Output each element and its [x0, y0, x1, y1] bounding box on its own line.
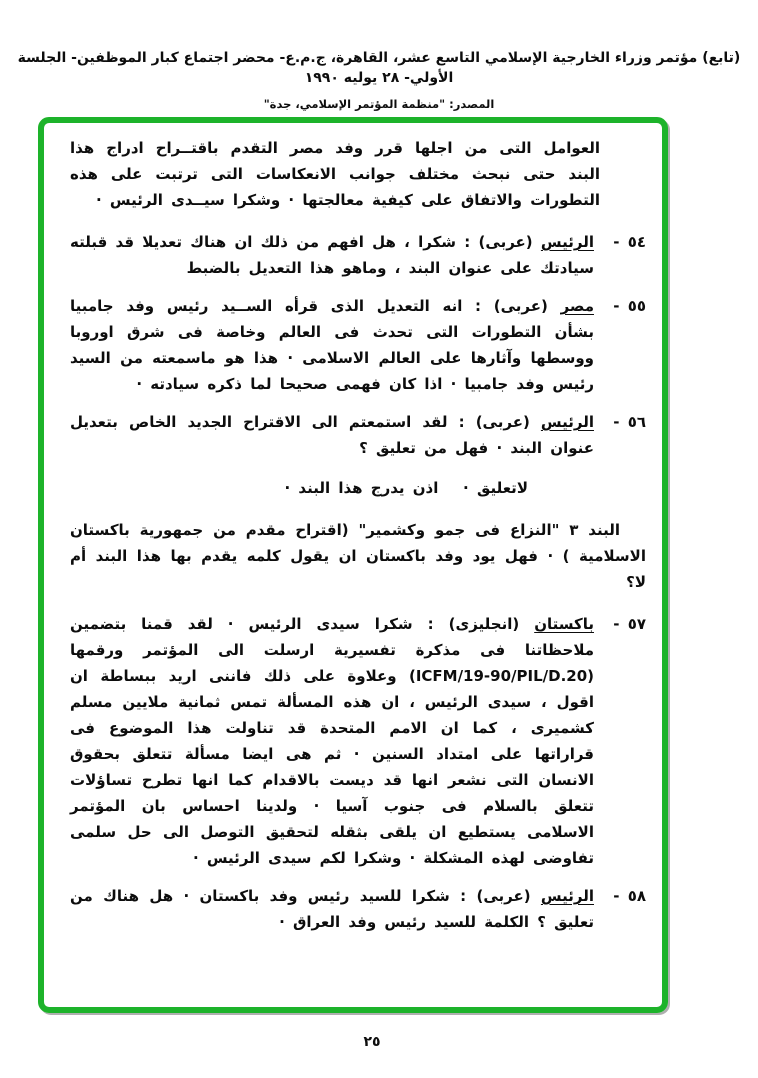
speech-text: (عربى) : انه التعديل الذى قرأه الســيد رئيس وفد جامبيا بشأن التطورات التى تحدث فى العالم وخاصة فى شرق اوروبا ووسطها وآثارها على العالم الاسلامى · هذا هو ماسمعته من السيد رئيس وفد جامبيا · اذا كان فهمى صحيحا لما ذكره سيادته ·	[70, 297, 594, 393]
no-comment-line: لاتعليق · اذن يدرج هذا البند ·	[284, 479, 528, 497]
speaker-name: الرئيس	[540, 887, 594, 905]
paragraph-body	[70, 229, 594, 281]
speech-text: (انجليزى) : شكرا سيدى الرئيس · لقد قمنا بتضمين ملاحظاتنا فى مذكرة تفسيرية ارسلت الى المؤتمر ورقمها (ICFM/19-90/PIL/D.20) وعلاوة على ذلك فاننى اريد ببساطة ان اقول ، سيدى الرئيس ، ان هذه المسألة تمس ثمانية ملايين مسلم كشميرى ، كما ان الامم المتحدة قد تناولت هذا الموضوع فى قراراتها على امتداد السنين · ثم هى ايضا مسألة تتعلق بحقوق الانسان التى نشعر انها قد ديست بالاقدام كما انها تطرح تساؤلات تتعلق بالسلام فى جنوب آسيا · ولدينا احساس بان المؤتمر الاسلامى يستطيع ان يلقى بثقله لتحقيق التوصل الى حل سلمى تفاوضى لهذه المشكلة · وشكرا لكم سيدى الرئيس ·	[70, 615, 594, 867]
speaker-name: باكستان	[534, 615, 594, 633]
paragraph-number: ٥٤ -	[613, 233, 646, 251]
paragraph-number: ٥٧ -	[613, 615, 646, 633]
paragraph-number: ٥٨ -	[613, 887, 646, 905]
paragraph-number: ٥٥ -	[613, 297, 646, 315]
transcript-content	[44, 123, 662, 1007]
page-number: ٢٥	[363, 1034, 381, 1050]
paragraph-body	[70, 611, 594, 871]
speech-text: (عربى) : لقد استمعتم الى الاقتراح الجديد الخاص بتعديل عنوان البند · فهل من تعليق ؟	[70, 413, 594, 457]
paragraph-body	[70, 883, 594, 935]
paragraph-56	[70, 409, 646, 461]
speaker-name: مصر	[560, 297, 594, 315]
paragraph-body	[70, 409, 594, 461]
paragraph-57	[70, 611, 646, 871]
speech-text: (عربى) : شكرا ، هل افهم من ذلك ان هناك تعديلا قد قبلته سيادتك على عنوان البند ، وماهو هذا التعديل بالضبط	[70, 233, 594, 277]
speech-text: (عربى) : شكرا للسيد رئيس وفد باكستان · هل هناك من تعليق ؟ الكلمة للسيد رئيس وفد العراق ·	[70, 887, 594, 931]
paragraph-55	[70, 293, 646, 397]
agenda-item-3-line: البند ٣ "النزاع فى جمو وكشمير" (اقتراح مقدم من جمهورية باكستان الاسلامية ) · فهل يود وفد باكستان ان يقول كلمه يقدم بها هذا البند أم لا؟	[70, 521, 646, 591]
document-header	[0, 48, 758, 112]
paragraph-number: ٥٦ -	[613, 413, 646, 431]
header-continuation-line: (تابع) مؤتمر وزراء الخارجية الإسلامي التاسع عشر، القاهرة، ج.م.ع- محضر اجتماع كبار الموظفين- الجلسة الأولي- ٢٨ يوليه ١٩٩٠	[17, 50, 741, 86]
paragraph-58	[70, 883, 646, 935]
paragraph-54	[70, 229, 646, 281]
header-source-line: المصدر: "منظمة المؤتمر الإسلامي، جدة"	[263, 97, 495, 111]
paragraph-intro: العوامل التى من اجلها قرر وفد مصر التقدم باقتــراح ادراج هذا البند حتى نبحث مختلف جوانب الانعكاسات التى ترتبت على هذه التطورات والاتفاق على كيفية معالجتها · وشكرا سيــدى الرئيس ·	[70, 139, 600, 209]
speaker-name: الرئيس	[540, 233, 594, 251]
paragraph-body	[70, 293, 594, 397]
speaker-name: الرئيس	[540, 413, 594, 431]
highlight-box	[38, 117, 668, 1013]
